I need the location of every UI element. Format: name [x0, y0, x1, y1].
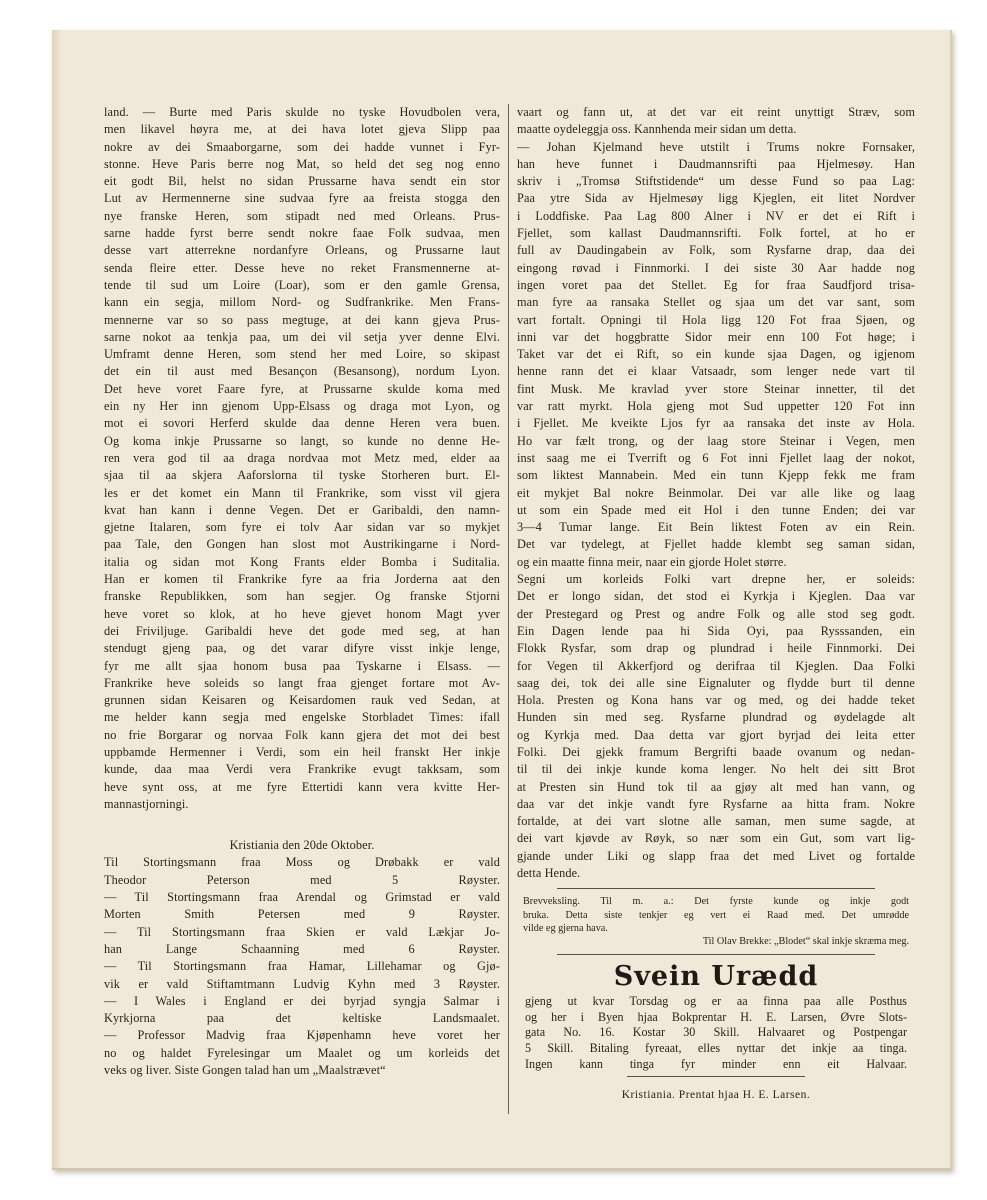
notice-line: Brevveksling. Til m. a.: Det fyrste kunde og inkje godt — [523, 896, 909, 908]
text-line: fint Musk. Me kravlad yver store Steinar innetter, til det — [517, 381, 915, 396]
text-line: ein ny Her inn gjenom Upp-Elsass og draga mot Lyon, og — [104, 399, 500, 414]
text-line: Paa ytre Sida av Hjelmesøy ligg Kjeglen, eit litet Nordver — [517, 191, 915, 206]
text-line: gjande under Liki og slapp fraa det med Livet og fortalde — [517, 848, 915, 863]
text-line: me helder kann segja med engelske Storbladet Times: ifall — [104, 710, 500, 725]
text-line: senda fleire etter. Desse heve no reket Fransmennerne at- — [104, 260, 500, 275]
text-line: man fyre aa ransaka Stellet og sjaa um det var sant, som — [517, 295, 915, 310]
news-line: Til Stortingsmann fraa Moss og Drøbakk er vald — [104, 855, 500, 870]
text-line: maatte oydeleggja oss. Kannhenda meir sidan um detta. — [517, 122, 797, 137]
news-line: Kyrkjorna paa det keltiske Landsmaalet. — [104, 1011, 500, 1026]
text-line: ren vera god til aa draga nordvaa mot Metz med, elder aa — [104, 450, 500, 465]
news-line: — Til Stortingsmann fraa Arendal og Grimstad er vald — [104, 890, 500, 905]
news-line: no og haldet Fyrelesingar um Maalet og um korleids det — [104, 1045, 500, 1060]
text-line: daa var det inkje vandt fyre Rysfarne aa hitta fram. Nokre — [517, 796, 915, 811]
text-line: 3—4 Tumar lange. Eit Bein liktest Foten av ein Rein. — [517, 520, 915, 535]
text-line: nokre av dei Smaaborgarne, som dei hadde vunnet i Fyr- — [104, 139, 500, 154]
text-line: Hola. Presten og Kona hans var og med, og dei hadde teket — [517, 693, 915, 708]
text-line: Hunden sin med seg. Rysfarne plundrad og øydelagde alt — [517, 710, 915, 725]
news-line: vik er vald Stiftamtmann Ludvig Kyhn med 3 Røyster. — [104, 976, 500, 991]
text-line: grunnen sidan Keisaren og Keisardomen rauk ved Sedan, at — [104, 693, 500, 708]
text-line: Ho var fælt trong, og der laag store Steinar i Vegen, men — [517, 433, 915, 448]
text-line: eit godt Bil, helst no sidan Prussarne hava sendt ein stor — [104, 174, 500, 189]
text-line: eit mykjet Bal nokre Beinmolar. Dei var alle like og laag — [517, 485, 915, 500]
text-line: inni var det hoggbratte Sidor meir enn 100 Fot høge; i — [517, 329, 915, 344]
text-line: til til dei inkje kunde koma lenger. No helt dei sitt Brot — [517, 762, 915, 777]
subscription-line: gjeng ut kvar Torsdag og er aa finna paa alle Posthus — [525, 994, 907, 1009]
article-segn — [517, 571, 915, 882]
text-line: dei Friviljuge. Garibaldi heve det gode med seg, at han — [104, 623, 500, 638]
text-line: heve synt oss, at me fyre Ettertidi kann vera kvitte Her- — [104, 779, 500, 794]
text-line: sjaa til aa skjera Aaforslorna til tyske Storheren burt. El- — [104, 468, 500, 483]
text-line: full av Daudingabein av Folk, som Rysfarne drap, daa dei — [517, 243, 915, 258]
masthead-title: Svein Urædd — [613, 961, 819, 993]
subscription-info — [517, 994, 915, 1072]
news-line: Morten Smith Petersen med 9 Røyster. — [104, 907, 500, 922]
text-line: uppbamde Hermenner i Verdi, som ein heil franskt Her inkje — [104, 744, 500, 759]
text-line: at Presten sin Hund tok til aa gjøy alt med han vann, og — [517, 779, 915, 794]
text-line: kunde, daa maa Verdi vera Frankrike evugt takksam, som — [104, 762, 500, 777]
text-line: Segni um korleids Folki vart drepne her, er soleids: — [517, 572, 915, 587]
text-line: mannastjorningi. — [104, 796, 189, 811]
left-column — [104, 104, 500, 1079]
text-line: Umframt denne Heren, som stend her med Loire, so skipast — [104, 347, 500, 362]
correspondence-notice — [517, 895, 915, 935]
notice-line: vilde eg gjerna hava. — [523, 922, 608, 934]
text-line: les er det komet ein Mann til Frankrike, som visst vil gjera — [104, 485, 500, 500]
page-fold-edge — [52, 30, 62, 1168]
text-line: heve voret so klok, at ho heve gjevet honom Magt yver — [104, 606, 500, 621]
text-line: kann ein segja, millom Nord- og Sudfrankrike. Men Frans- — [104, 295, 500, 310]
subscription-line: og her i Byen hjaa Bokprentar H. E. Larsen, Øvre Slots- — [525, 1009, 907, 1024]
text-line: Flokk Rysfar, som drap og plundrad i heile Finnmorki. Dei — [517, 641, 915, 656]
section-rule-short — [627, 1076, 805, 1077]
text-line: det ein til aust med Besançon (Besansong), nordum Lyon. — [104, 364, 500, 379]
news-line: — Til Stortingsmann fraa Hamar, Lillehamar og Gjø- — [104, 959, 500, 974]
text-line: saag dei, tok dei alle sine Eignaluter og flydde burt til denne — [517, 675, 915, 690]
text-line: stendugt gjeng paa, og det varar difyre visst inkje lenge, — [104, 641, 500, 656]
news-line: veks og liver. Siste Gongen talad han um „Maalstrævet“ — [104, 1063, 386, 1078]
article-fornsaker — [517, 139, 915, 571]
text-line: henne rann det ei klaar Vatsaadr, som lenger nede vart til — [517, 364, 915, 379]
section-rule — [557, 954, 875, 955]
text-line: skriv i „Tromsø Stiftstidende“ um desse Fund so paa Lag: — [517, 174, 915, 189]
text-line: eingong røvad i Finnmorki. I dei siste 30 Aar hadde nog — [517, 260, 915, 275]
printer-imprint: Kristiania. Prentat hjaa H. E. Larsen. — [621, 1089, 811, 1102]
text-line: no frie Borgarar og norvaa Folk kann gjera det mot dei best — [104, 727, 500, 742]
right-column — [517, 104, 915, 1103]
article-ending — [517, 104, 915, 139]
dateline: Kristiania den 20de Oktober. — [229, 838, 375, 853]
text-line: mot ei sovori Herferd skulde daa denne Heren vera buen. — [104, 416, 500, 431]
text-line: sarne nokot aa tenkja paa, um dei vil setja yver denne Elvi. — [104, 329, 500, 344]
news-line: — I Wales i England er dei byrjad syngja Salmar i — [104, 993, 500, 1008]
section-rule — [557, 888, 875, 889]
news-line: Theodor Peterson med 5 Røyster. — [104, 872, 500, 887]
text-line: i Fjellet. Me kveikte Ljos fyr aa ransaka det inste av Hola. — [517, 416, 915, 431]
correspondence-last-line: Til Olav Brekke: „Blodet“ skal inkje skræma meg. — [702, 935, 909, 947]
text-line: Han er komen til Frankrike fyre aa fria Jorderna aat den — [104, 572, 500, 587]
news-line: han Lange Schaanning med 6 Røyster. — [104, 941, 500, 956]
text-line: nye franske Heren, som stipadt ned med Orleans. Prus- — [104, 208, 500, 223]
subscription-line: Ingen kann tinga fyr minder enn eit Halvaar. — [525, 1056, 907, 1071]
column-gap — [104, 813, 500, 833]
text-line: franske Republikken, som han segjer. Og franske Stjorni — [104, 589, 500, 604]
text-line: tende til sud um Loire (Loar), som er den gamle Grensa, — [104, 277, 500, 292]
text-line: vart fortalt. Opningi til Hola ligg 120 Fot fraa Sjøen, og — [517, 312, 915, 327]
text-line: kvat han kann i denne Vegen. Det er Garibaldi, den namn- — [104, 502, 500, 517]
text-line: italia og sidan mot Kong Frants elder Bomba i Suditalia. — [104, 554, 500, 569]
text-line: ut som ein Spade med eit Hol i den tunne Enden; dei var — [517, 502, 915, 517]
text-line: vaart og fann ut, at det var eit reint unyttigt Stræv, som — [517, 105, 915, 119]
text-line: detta Hende. — [517, 866, 581, 881]
text-line: for Vegen til Akkerfjord og derifraa til Kjeglen. Daa Folki — [517, 658, 915, 673]
text-line: Lut av Hermennerne sine sudvaa fyre aa freista stogga den — [104, 191, 500, 206]
notice-line: bruka. Detta siste tenkjer eg vert ei Raad med. Det umrødde — [523, 909, 909, 921]
text-line: mennerne var so so pass megtuge, at dei kann gjeva Prus- — [104, 312, 500, 327]
text-line: Det var tydelegt, at Fjellet hadde klembt seg saman sidan, — [517, 537, 915, 552]
text-line: men likavel høyra me, at dei hava lotet gjeva Slipp paa — [104, 122, 500, 137]
text-line: var ratt myrkt. Hola gjeng mot Sud uppetter 120 Fot inn — [517, 399, 915, 414]
text-line: han heve funnet i Daudmannsrifti paa Hjelmesøy. Han — [517, 156, 915, 171]
text-line: inst saag me ei Tverrift og 6 Fot inni Fjellet laag der nokot, — [517, 450, 915, 465]
text-line: Og koma inkje Prussarne so langt, so kunde no denne He- — [104, 433, 500, 448]
text-line: paa Tale, den Gongen han slost mot Austrikingarne i Nord- — [104, 537, 500, 552]
text-line: Det er longo sidan, det stod ei Kyrkja i Kjeglen. Daa var — [517, 589, 915, 604]
text-line: — Johan Kjelmand heve utstilt i Trums nokre Fornsaker, — [517, 139, 915, 154]
text-line: der Prestegard og Prest og andre Folk og alle stod seg godt. — [517, 606, 915, 621]
text-line: og ein maatte finna meir, naar ein gjorde Holet større. — [517, 554, 787, 569]
newspaper-page — [52, 30, 952, 1170]
text-line: fortalde, at dei vart slotne alle saman, men sume sagde, at — [517, 814, 915, 829]
text-line: land. — Burte med Paris skulde no tyske Hovudbolen vera, — [104, 105, 500, 119]
news-line: — Professor Madvig fraa Kjøpenhamn heve voret her — [104, 1028, 500, 1043]
text-line: ingen voret paa det Stellet. Eg for fraa Saudfjord trisa- — [517, 277, 915, 292]
column-divider — [508, 104, 509, 1114]
text-line: og Kyrkja med. Daa detta var gjort byrjad dei leita etter — [517, 727, 915, 742]
text-line: Fjellet, som kallast Daudmannsrifti. Folk fortel, at ho er — [517, 226, 915, 241]
text-line: dei vart kjøvde av Røyk, so nær som ein Gut, som vart lig- — [517, 831, 915, 846]
article-continuation — [104, 104, 500, 813]
text-line: Ein Dagen lende paa hi Sida Oyi, paa Rysssanden, ein — [517, 623, 915, 638]
text-line: desse vart atterrekne nordanfyre Orleans, og Prussarne laut — [104, 243, 500, 258]
subscription-line: gata No. 16. Kostar 30 Skill. Halvaaret og Postpengar — [525, 1025, 907, 1040]
text-line: Frankrike heve soleids so langt fraa gjenget fortare mot Av- — [104, 675, 500, 690]
text-line: gjetne Italaren, som fyre ei tolv Aar sidan var so mykjet — [104, 520, 500, 535]
text-line: stonne. Heve Paris berre nog Mat, so held det seg nog enno — [104, 156, 500, 171]
text-line: Det heve voret Faare fyre, at Prussarne skulde koma med — [104, 381, 500, 396]
text-line: som liktest Mannabein. Med ein tunn Kjepp fekk me fram — [517, 468, 915, 483]
text-line: sarne hadde fyrst berre sendt nokre faae Folk sudvaa, men — [104, 226, 500, 241]
text-line: Taket var det ei Rift, so ein kunde sjaa Dagen, og igjenom — [517, 347, 915, 362]
subscription-line: 5 Skill. Bitaling fyreaat, elles nyttar det inkje aa tinga. — [525, 1040, 907, 1055]
news-line: — Til Stortingsmann fraa Skien er vald Lækjar Jo- — [104, 924, 500, 939]
news-items — [104, 854, 500, 1079]
text-line: Folki. Dei gjekk framum Bergrifti baade ovanum og nedan- — [517, 744, 915, 759]
text-line: i Loddfiske. Paa Lag 800 Alner i NV er det ei Rift i — [517, 208, 915, 223]
text-line: fyr me allt sjaa honom busa paa Tyskarne i Elsass. — — [104, 658, 500, 673]
